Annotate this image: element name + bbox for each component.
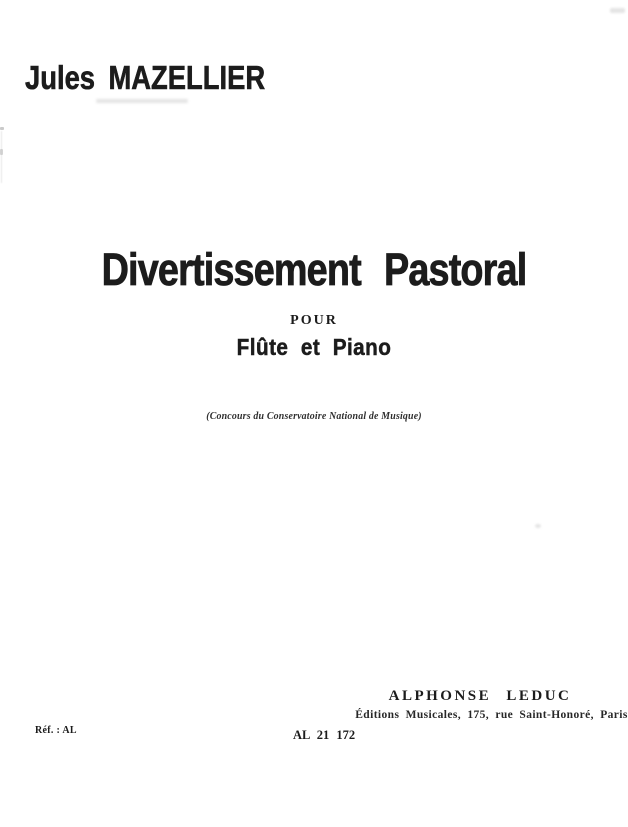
reference-label: Réf. : AL [35,725,77,736]
scan-artifact-speck [535,524,541,528]
scan-artifact-edge-dash [0,149,3,155]
composer-name: Jules MAZELLIER [25,59,266,96]
publisher-name: ALPHONSE LEDUC [388,688,572,704]
instrumentation: Flûte et Piano [236,334,392,360]
competition-note: (Concours du Conservatoire National de Musique) [206,410,422,422]
scan-artifact-edge-dash [0,127,4,130]
scan-artifact-edge-smear [1,131,2,183]
pour-label: POUR [290,313,338,328]
work-title: Divertissement Pastoral [101,244,527,295]
scan-artifact-smudge [96,99,188,103]
publisher-address: Éditions Musicales, 175, rue Saint-Honoré, Paris [355,709,628,721]
plate-number: AL 21 172 [293,728,356,742]
scan-artifact-smudge [610,8,625,13]
